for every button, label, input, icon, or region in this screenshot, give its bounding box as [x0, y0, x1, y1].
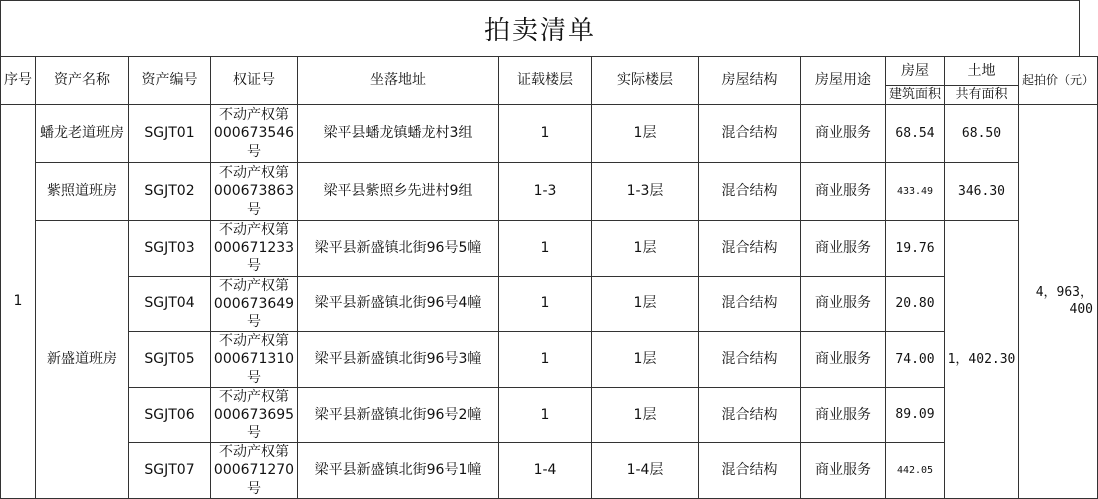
- table-row: [1, 443, 1098, 499]
- table-row: [1, 276, 1098, 332]
- address-cell: 梁平县新盛镇北街96号3幢: [298, 332, 499, 388]
- cert-floor-cell: 1: [499, 387, 592, 443]
- structure-cell: 混合结构: [699, 332, 801, 388]
- cert-no-cell: [211, 443, 298, 499]
- actual-floor-cell: 1层: [592, 332, 699, 388]
- structure-cell: 混合结构: [699, 221, 801, 277]
- actual-floor-cell: 1层: [592, 387, 699, 443]
- usage-cell: 商业服务: [801, 163, 886, 221]
- auction-table: [0, 56, 1098, 499]
- address-cell: 梁平县紫照乡先进村9组: [298, 163, 499, 221]
- cert-no-line2: 000671270号: [213, 462, 295, 497]
- usage-cell: 商业服务: [801, 221, 886, 277]
- cert-no-line2: 000673695号: [213, 406, 295, 442]
- header-land: 土地: [945, 57, 1019, 86]
- usage-cell: 商业服务: [801, 276, 886, 332]
- asset-name-cell: 新盛道班房: [36, 221, 129, 499]
- cert-floor-cell: 1: [499, 332, 592, 388]
- actual-floor-cell: 1层: [592, 105, 699, 163]
- cert-floor-cell: 1-3: [499, 163, 592, 221]
- actual-floor-cell: 1层: [592, 221, 699, 277]
- structure-cell: 混合结构: [699, 163, 801, 221]
- cert-floor-cell: 1-4: [499, 443, 592, 499]
- house-area-cell: 74.00: [886, 332, 945, 388]
- header-address: 坐落地址: [298, 57, 499, 105]
- header-actual-floor: 实际楼层: [592, 57, 699, 105]
- table-row: [1, 105, 1098, 163]
- cert-floor-cell: 1: [499, 276, 592, 332]
- cert-no-line1: 不动产权第: [219, 222, 289, 238]
- cert-floor-cell: 1: [499, 221, 592, 277]
- actual-floor-cell: 1层: [592, 276, 699, 332]
- actual-floor-cell: 1-3层: [592, 163, 699, 221]
- header-seq: 序号: [1, 57, 36, 105]
- cert-no-line1: 不动产权第: [219, 333, 289, 350]
- cert-no-cell: [211, 387, 298, 443]
- asset-name-cell: 蟠龙老道班房: [36, 105, 129, 163]
- cert-no-line2: 000671310号: [213, 351, 295, 386]
- house-area-cell: 89.09: [886, 387, 945, 443]
- asset-code-cell: SGJT01: [129, 105, 211, 163]
- header-row: [1, 57, 1098, 86]
- asset-name-cell: 紫照道班房: [36, 163, 129, 221]
- structure-cell: 混合结构: [699, 443, 801, 499]
- land-area-cell: 346.30: [945, 163, 1019, 221]
- cert-no-cell: [211, 105, 298, 163]
- asset-code-cell: SGJT03: [129, 221, 211, 277]
- house-area-cell: 19.76: [886, 221, 945, 277]
- asset-code-cell: SGJT05: [129, 332, 211, 388]
- asset-code-cell: SGJT02: [129, 163, 211, 221]
- header-asset-name: 资产名称: [36, 57, 129, 105]
- usage-cell: 商业服务: [801, 105, 886, 163]
- land-shared-cell: 1，402.30: [945, 221, 1019, 499]
- cert-no-line1: 不动产权第: [219, 277, 289, 294]
- asset-code-cell: SGJT07: [129, 443, 211, 499]
- usage-cell: 商业服务: [801, 387, 886, 443]
- table-row: [1, 332, 1098, 388]
- page-title: 拍卖清单: [0, 0, 1080, 56]
- cert-no-line2: 000673863号: [213, 183, 295, 218]
- cert-floor-cell: 1: [499, 105, 592, 163]
- header-cert-floor: 证载楼层: [499, 57, 592, 105]
- header-cert-no: 权证号: [211, 57, 298, 105]
- land-area-cell: 68.50: [945, 105, 1019, 163]
- header-asset-code: 资产编号: [129, 57, 211, 105]
- usage-cell: 商业服务: [801, 332, 886, 388]
- header-house: 房屋: [886, 57, 945, 86]
- table-row: [1, 163, 1098, 221]
- structure-cell: 混合结构: [699, 387, 801, 443]
- house-area-cell: 20.80: [886, 276, 945, 332]
- house-area-cell: 442.05: [886, 443, 945, 499]
- header-land-area: 共有面积: [945, 86, 1019, 105]
- table-row: [1, 387, 1098, 443]
- actual-floor-cell: 1-4层: [592, 443, 699, 499]
- address-cell: 梁平县新盛镇北街96号5幢: [298, 221, 499, 277]
- header-price: 起拍价（元）: [1019, 57, 1098, 105]
- structure-cell: 混合结构: [699, 105, 801, 163]
- cert-no-line1: 不动产权第: [219, 388, 289, 405]
- usage-cell: 商业服务: [801, 443, 886, 499]
- cert-no-cell: [211, 332, 298, 388]
- structure-cell: 混合结构: [699, 276, 801, 332]
- header-house-area: 建筑面积: [886, 86, 945, 105]
- cert-no-cell: [211, 276, 298, 332]
- house-area-cell: 68.54: [886, 105, 945, 163]
- header-structure: 房屋结构: [699, 57, 801, 105]
- house-area-cell: 433.49: [886, 163, 945, 221]
- cert-no-line1: 不动产权第: [219, 444, 289, 461]
- asset-code-cell: SGJT04: [129, 276, 211, 332]
- asset-code-cell: SGJT06: [129, 387, 211, 443]
- price-cell: 4，963，400: [1019, 105, 1098, 499]
- cert-no-cell: [211, 221, 298, 277]
- seq-cell: 1: [1, 105, 36, 499]
- header-usage: 房屋用途: [801, 57, 886, 105]
- address-cell: 梁平县新盛镇北街96号2幢: [298, 387, 499, 443]
- cert-no-line1: 不动产权第: [219, 107, 289, 124]
- cert-no-line2: 000673649号: [213, 295, 295, 330]
- cert-no-line2: 000673546号: [213, 125, 295, 160]
- cert-no-cell: [211, 163, 298, 221]
- table-row: [1, 221, 1098, 277]
- address-cell: 梁平县新盛镇北街96号4幢: [298, 276, 499, 332]
- cert-no-line2: 000671233号: [213, 240, 295, 275]
- cert-no-line1: 不动产权第: [219, 165, 289, 182]
- address-cell: 梁平县新盛镇北街96号1幢: [298, 443, 499, 499]
- address-cell: 梁平县蟠龙镇蟠龙村3组: [298, 105, 499, 163]
